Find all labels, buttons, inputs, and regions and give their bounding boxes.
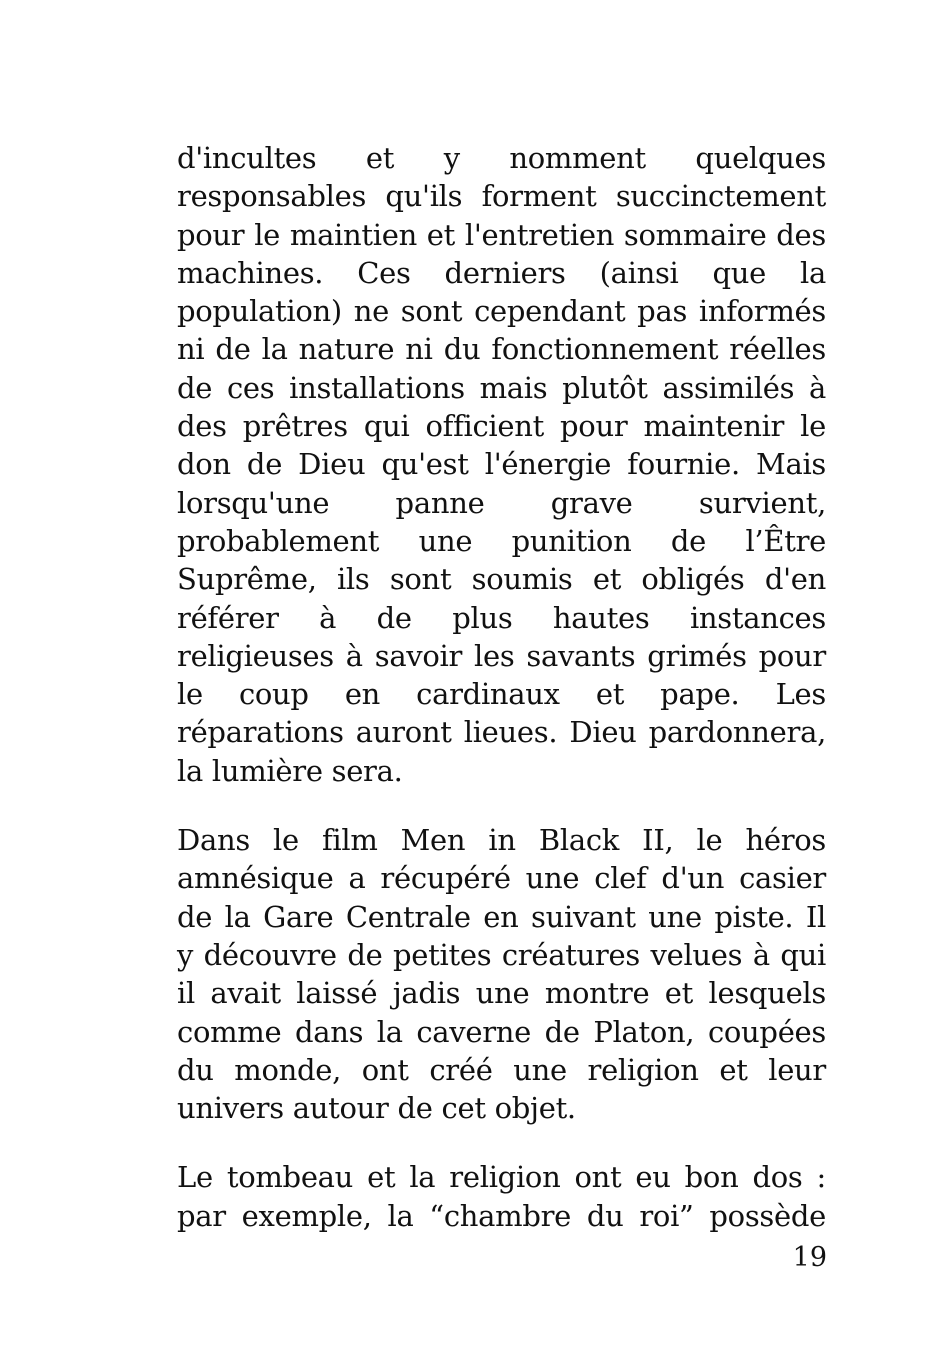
paragraph — [177, 1158, 826, 1235]
text-line: des prêtres qui officient pour maintenir le — [177, 409, 826, 444]
text-line: comme dans la caverne de Platon, coupées — [177, 1014, 826, 1049]
text-line: de la Gare Centrale en suivant une piste. Il — [177, 899, 826, 934]
text-line: lorsqu'une panne grave survient, — [177, 485, 826, 520]
text-line: d'incultes et y nomment quelques — [177, 141, 826, 175]
text-line: probablement une punition de l’Être — [177, 523, 826, 558]
text-line: machines. Ces derniers (ainsi que la — [177, 255, 826, 290]
body-text — [177, 139, 826, 1235]
text-line: réparations auront lieues. Dieu pardonnera, — [177, 715, 826, 750]
text-line: le coup en cardinaux et pape. Les — [177, 677, 826, 712]
text-line: y découvre de petites créatures velues à qui — [177, 937, 826, 972]
text-line: référer à de plus hautes instances — [177, 600, 826, 635]
text-line: ni de la nature ni du fonctionnement réelles — [177, 332, 826, 367]
text-line: responsables qu'ils forment succinctement — [177, 179, 826, 214]
text-line: religieuses à savoir les savants grimés pour — [177, 638, 826, 673]
text-line: la lumière sera. — [177, 753, 403, 788]
text-line: de ces installations mais plutôt assimilés à — [177, 370, 826, 405]
text-line: il avait laissé jadis une montre et lesquels — [177, 976, 826, 1011]
page-number: 19 — [792, 1242, 827, 1273]
text-line: don de Dieu qu'est l'énergie fournie. Mais — [177, 447, 826, 482]
text-line: Suprême, ils sont soumis et obligés d'en — [177, 562, 826, 597]
text-line: univers autour de cet objet. — [177, 1091, 576, 1126]
text-line: par exemple, la “chambre du roi” possède — [177, 1198, 826, 1233]
text-line: Dans le film Men in Black II, le héros — [177, 823, 826, 858]
text-line: population) ne sont cependant pas informés — [177, 294, 826, 329]
paragraph — [177, 821, 826, 1127]
text-line: du monde, ont créé une religion et leur — [177, 1052, 826, 1087]
text-line: amnésique a récupéré une clef d'un casier — [177, 861, 826, 896]
paragraph — [177, 139, 826, 790]
text-line: pour le maintien et l'entretien sommaire des — [177, 217, 826, 252]
text-line: Le tombeau et la religion ont eu bon dos : — [177, 1160, 826, 1195]
